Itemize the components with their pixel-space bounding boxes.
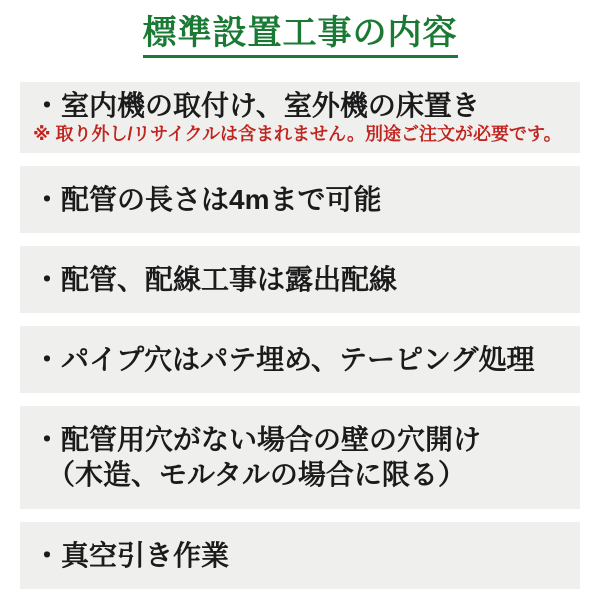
list-item-text: ・パイプ穴はパテ埋め、テーピング処理	[33, 344, 535, 376]
list-item-note: ※ 取り外し/リサイクルは含まれません。別途ご注文が必要です。	[33, 124, 562, 145]
installation-items-list	[20, 82, 580, 589]
page-title	[0, 0, 600, 58]
list-item-text: ・配管用穴がない場合の壁の穴開け	[33, 424, 482, 456]
list-item-text: ・配管の長さは4mまで可能	[33, 184, 382, 216]
page-title-text: 標準設置工事の内容	[143, 15, 458, 58]
list-item-wall-drilling	[20, 406, 580, 509]
list-item-text: ・真空引き作業	[33, 540, 230, 572]
list-item-indoor-outdoor-unit	[20, 82, 580, 153]
list-item-exposed-wiring	[20, 246, 580, 313]
list-item-text: ・室内機の取付け、室外機の床置き	[33, 90, 480, 122]
list-item-vacuum-work	[20, 522, 580, 589]
list-item-text-line2: （木造、モルタルの場合に限る）	[47, 459, 466, 491]
list-item-pipe-hole-sealing	[20, 326, 580, 393]
list-item-pipe-length	[20, 166, 580, 233]
list-item-text: ・配管、配線工事は露出配線	[33, 264, 398, 296]
